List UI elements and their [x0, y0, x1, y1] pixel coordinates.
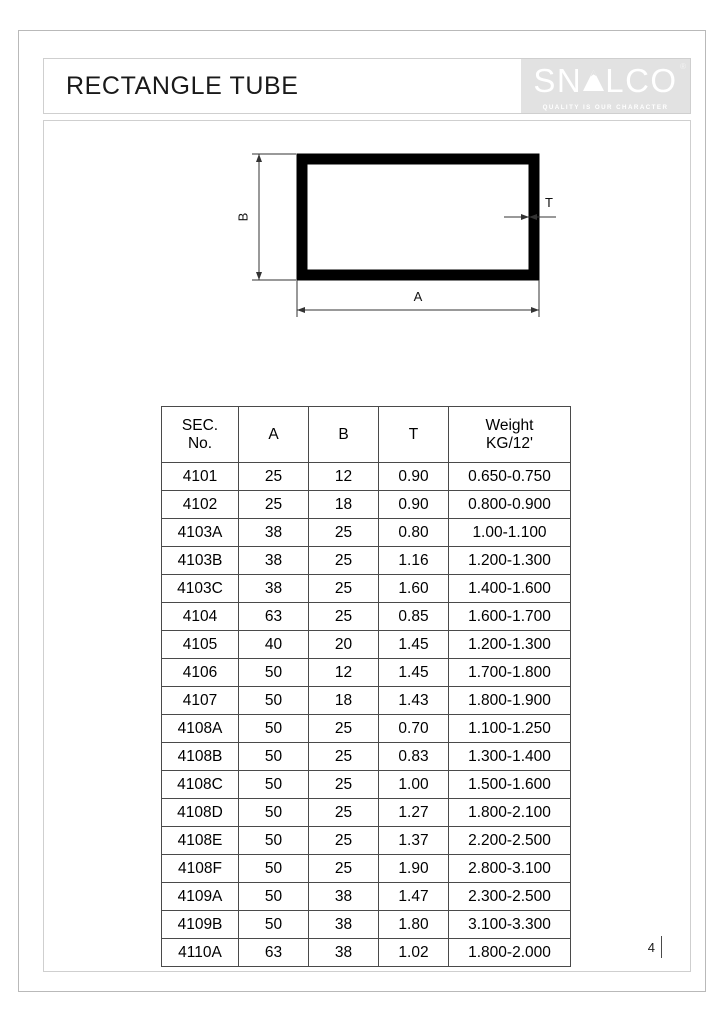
cell-a: 50 [239, 855, 309, 883]
column-header-sec-no-line2: No. [187, 434, 213, 452]
table-header [162, 407, 571, 463]
cell-b: 25 [309, 855, 379, 883]
cell-a: 63 [239, 603, 309, 631]
column-header-t: T [379, 407, 449, 463]
cell-sec-no: 4108A [162, 715, 239, 743]
cell-sec-no: 4110A [162, 939, 239, 967]
cell-t: 1.45 [379, 659, 449, 687]
specification-table-container [161, 406, 570, 967]
column-header-a: A [239, 407, 309, 463]
column-header-weight [449, 407, 571, 463]
cell-a: 25 [239, 463, 309, 491]
cell-weight: 2.200-2.500 [449, 827, 571, 855]
cell-b: 25 [309, 603, 379, 631]
cell-t: 1.16 [379, 547, 449, 575]
cell-sec-no: 4108C [162, 771, 239, 799]
cell-t: 1.47 [379, 883, 449, 911]
cell-b: 18 [309, 687, 379, 715]
cell-sec-no: 4108B [162, 743, 239, 771]
cell-b: 25 [309, 715, 379, 743]
arrow-a-right [531, 307, 539, 313]
table-row [162, 771, 571, 799]
table-row [162, 687, 571, 715]
company-logo [521, 59, 690, 113]
cell-weight: 1.400-1.600 [449, 575, 571, 603]
tube-cross-section [302, 159, 534, 275]
cell-sec-no: 4101 [162, 463, 239, 491]
cell-sec-no: 4102 [162, 491, 239, 519]
cell-t: 1.80 [379, 911, 449, 939]
arrow-b-top [256, 154, 262, 162]
logo-letters-lco: LCO [605, 61, 678, 99]
table-row [162, 883, 571, 911]
specification-table [161, 406, 571, 967]
table-row [162, 911, 571, 939]
page-number-block [648, 936, 662, 958]
logo-wordmark [533, 61, 678, 99]
cell-sec-no: 4103A [162, 519, 239, 547]
cell-weight: 1.200-1.300 [449, 547, 571, 575]
cell-a: 50 [239, 715, 309, 743]
cell-weight: 1.00-1.100 [449, 519, 571, 547]
cell-sec-no: 4103C [162, 575, 239, 603]
column-header-b: B [309, 407, 379, 463]
table-body [162, 463, 571, 967]
cell-weight: 1.100-1.250 [449, 715, 571, 743]
column-header-weight-line2: KG/12' [486, 434, 533, 452]
cell-a: 50 [239, 883, 309, 911]
cell-weight: 1.200-1.300 [449, 631, 571, 659]
cell-a: 38 [239, 575, 309, 603]
mountain-icon [582, 68, 605, 92]
cell-b: 25 [309, 519, 379, 547]
dimension-b [252, 154, 296, 280]
table-row [162, 631, 571, 659]
cell-t: 1.27 [379, 799, 449, 827]
cell-b: 38 [309, 939, 379, 967]
cell-t: 1.90 [379, 855, 449, 883]
table-header-row [162, 407, 571, 463]
cell-a: 50 [239, 743, 309, 771]
cell-weight: 1.800-2.100 [449, 799, 571, 827]
cell-weight: 1.600-1.700 [449, 603, 571, 631]
cell-a: 63 [239, 939, 309, 967]
cell-t: 1.02 [379, 939, 449, 967]
cell-weight: 3.100-3.300 [449, 911, 571, 939]
table-row [162, 463, 571, 491]
cell-a: 25 [239, 491, 309, 519]
logo-tagline: QUALITY IS OUR CHARACTER [542, 103, 669, 111]
cell-t: 1.60 [379, 575, 449, 603]
cell-a: 38 [239, 519, 309, 547]
title-bar [43, 58, 691, 114]
cell-b: 25 [309, 771, 379, 799]
cell-b: 20 [309, 631, 379, 659]
cell-weight: 1.300-1.400 [449, 743, 571, 771]
page-number-divider [661, 936, 662, 958]
cell-weight: 1.500-1.600 [449, 771, 571, 799]
arrow-a-left [297, 307, 305, 313]
cell-a: 38 [239, 547, 309, 575]
table-row [162, 491, 571, 519]
cell-t: 1.37 [379, 827, 449, 855]
dimension-label-b: B [235, 212, 251, 222]
cell-b: 12 [309, 463, 379, 491]
column-header-sec-no-line1: SEC. [181, 417, 219, 435]
cell-b: 25 [309, 827, 379, 855]
page-number: 4 [647, 939, 655, 955]
cell-weight: 1.700-1.800 [449, 659, 571, 687]
cell-weight: 2.300-2.500 [449, 883, 571, 911]
cell-t: 0.90 [379, 491, 449, 519]
cell-weight: 0.800-0.900 [449, 491, 571, 519]
cell-b: 25 [309, 743, 379, 771]
cell-t: 0.83 [379, 743, 449, 771]
arrow-b-bottom [256, 272, 262, 280]
cell-a: 50 [239, 827, 309, 855]
cell-b: 25 [309, 547, 379, 575]
logo-letters-sn: SN [533, 61, 583, 99]
cell-sec-no: 4105 [162, 631, 239, 659]
cell-sec-no: 4108F [162, 855, 239, 883]
cell-sec-no: 4109A [162, 883, 239, 911]
page-title: RECTANGLE TUBE [66, 71, 299, 100]
cell-sec-no: 4106 [162, 659, 239, 687]
cell-weight: 1.800-1.900 [449, 687, 571, 715]
table-row [162, 547, 571, 575]
cell-weight: 1.800-2.000 [449, 939, 571, 967]
table-row [162, 575, 571, 603]
table-row [162, 603, 571, 631]
cell-sec-no: 4103B [162, 547, 239, 575]
cell-b: 25 [309, 575, 379, 603]
column-header-weight-line1: Weight [485, 417, 534, 435]
content-frame [43, 120, 691, 972]
cell-t: 0.90 [379, 463, 449, 491]
cell-t: 1.45 [379, 631, 449, 659]
technical-drawing [204, 149, 564, 359]
cell-t: 0.85 [379, 603, 449, 631]
table-row [162, 519, 571, 547]
arrow-t-left [521, 214, 529, 220]
cell-weight: 2.800-3.100 [449, 855, 571, 883]
cell-sec-no: 4108E [162, 827, 239, 855]
table-row [162, 939, 571, 967]
cell-weight: 0.650-0.750 [449, 463, 571, 491]
cell-a: 50 [239, 687, 309, 715]
cell-a: 50 [239, 911, 309, 939]
dimension-label-t: T [545, 195, 553, 210]
cell-sec-no: 4108D [162, 799, 239, 827]
table-row [162, 715, 571, 743]
cell-a: 50 [239, 659, 309, 687]
table-row [162, 827, 571, 855]
cell-sec-no: 4107 [162, 687, 239, 715]
cell-sec-no: 4109B [162, 911, 239, 939]
table-row [162, 855, 571, 883]
cell-t: 1.00 [379, 771, 449, 799]
title-text-container [44, 59, 521, 113]
table-row [162, 799, 571, 827]
cell-b: 25 [309, 799, 379, 827]
table-row [162, 743, 571, 771]
cell-b: 12 [309, 659, 379, 687]
table-row [162, 659, 571, 687]
cell-t: 0.80 [379, 519, 449, 547]
cell-a: 50 [239, 799, 309, 827]
cell-a: 40 [239, 631, 309, 659]
column-header-sec-no [162, 407, 239, 463]
cell-t: 0.70 [379, 715, 449, 743]
dimension-label-a: A [413, 289, 423, 304]
cell-b: 38 [309, 911, 379, 939]
cell-a: 50 [239, 771, 309, 799]
cell-t: 1.43 [379, 687, 449, 715]
registered-trademark-icon: ® [680, 62, 686, 71]
cell-b: 38 [309, 883, 379, 911]
cell-b: 18 [309, 491, 379, 519]
cell-sec-no: 4104 [162, 603, 239, 631]
